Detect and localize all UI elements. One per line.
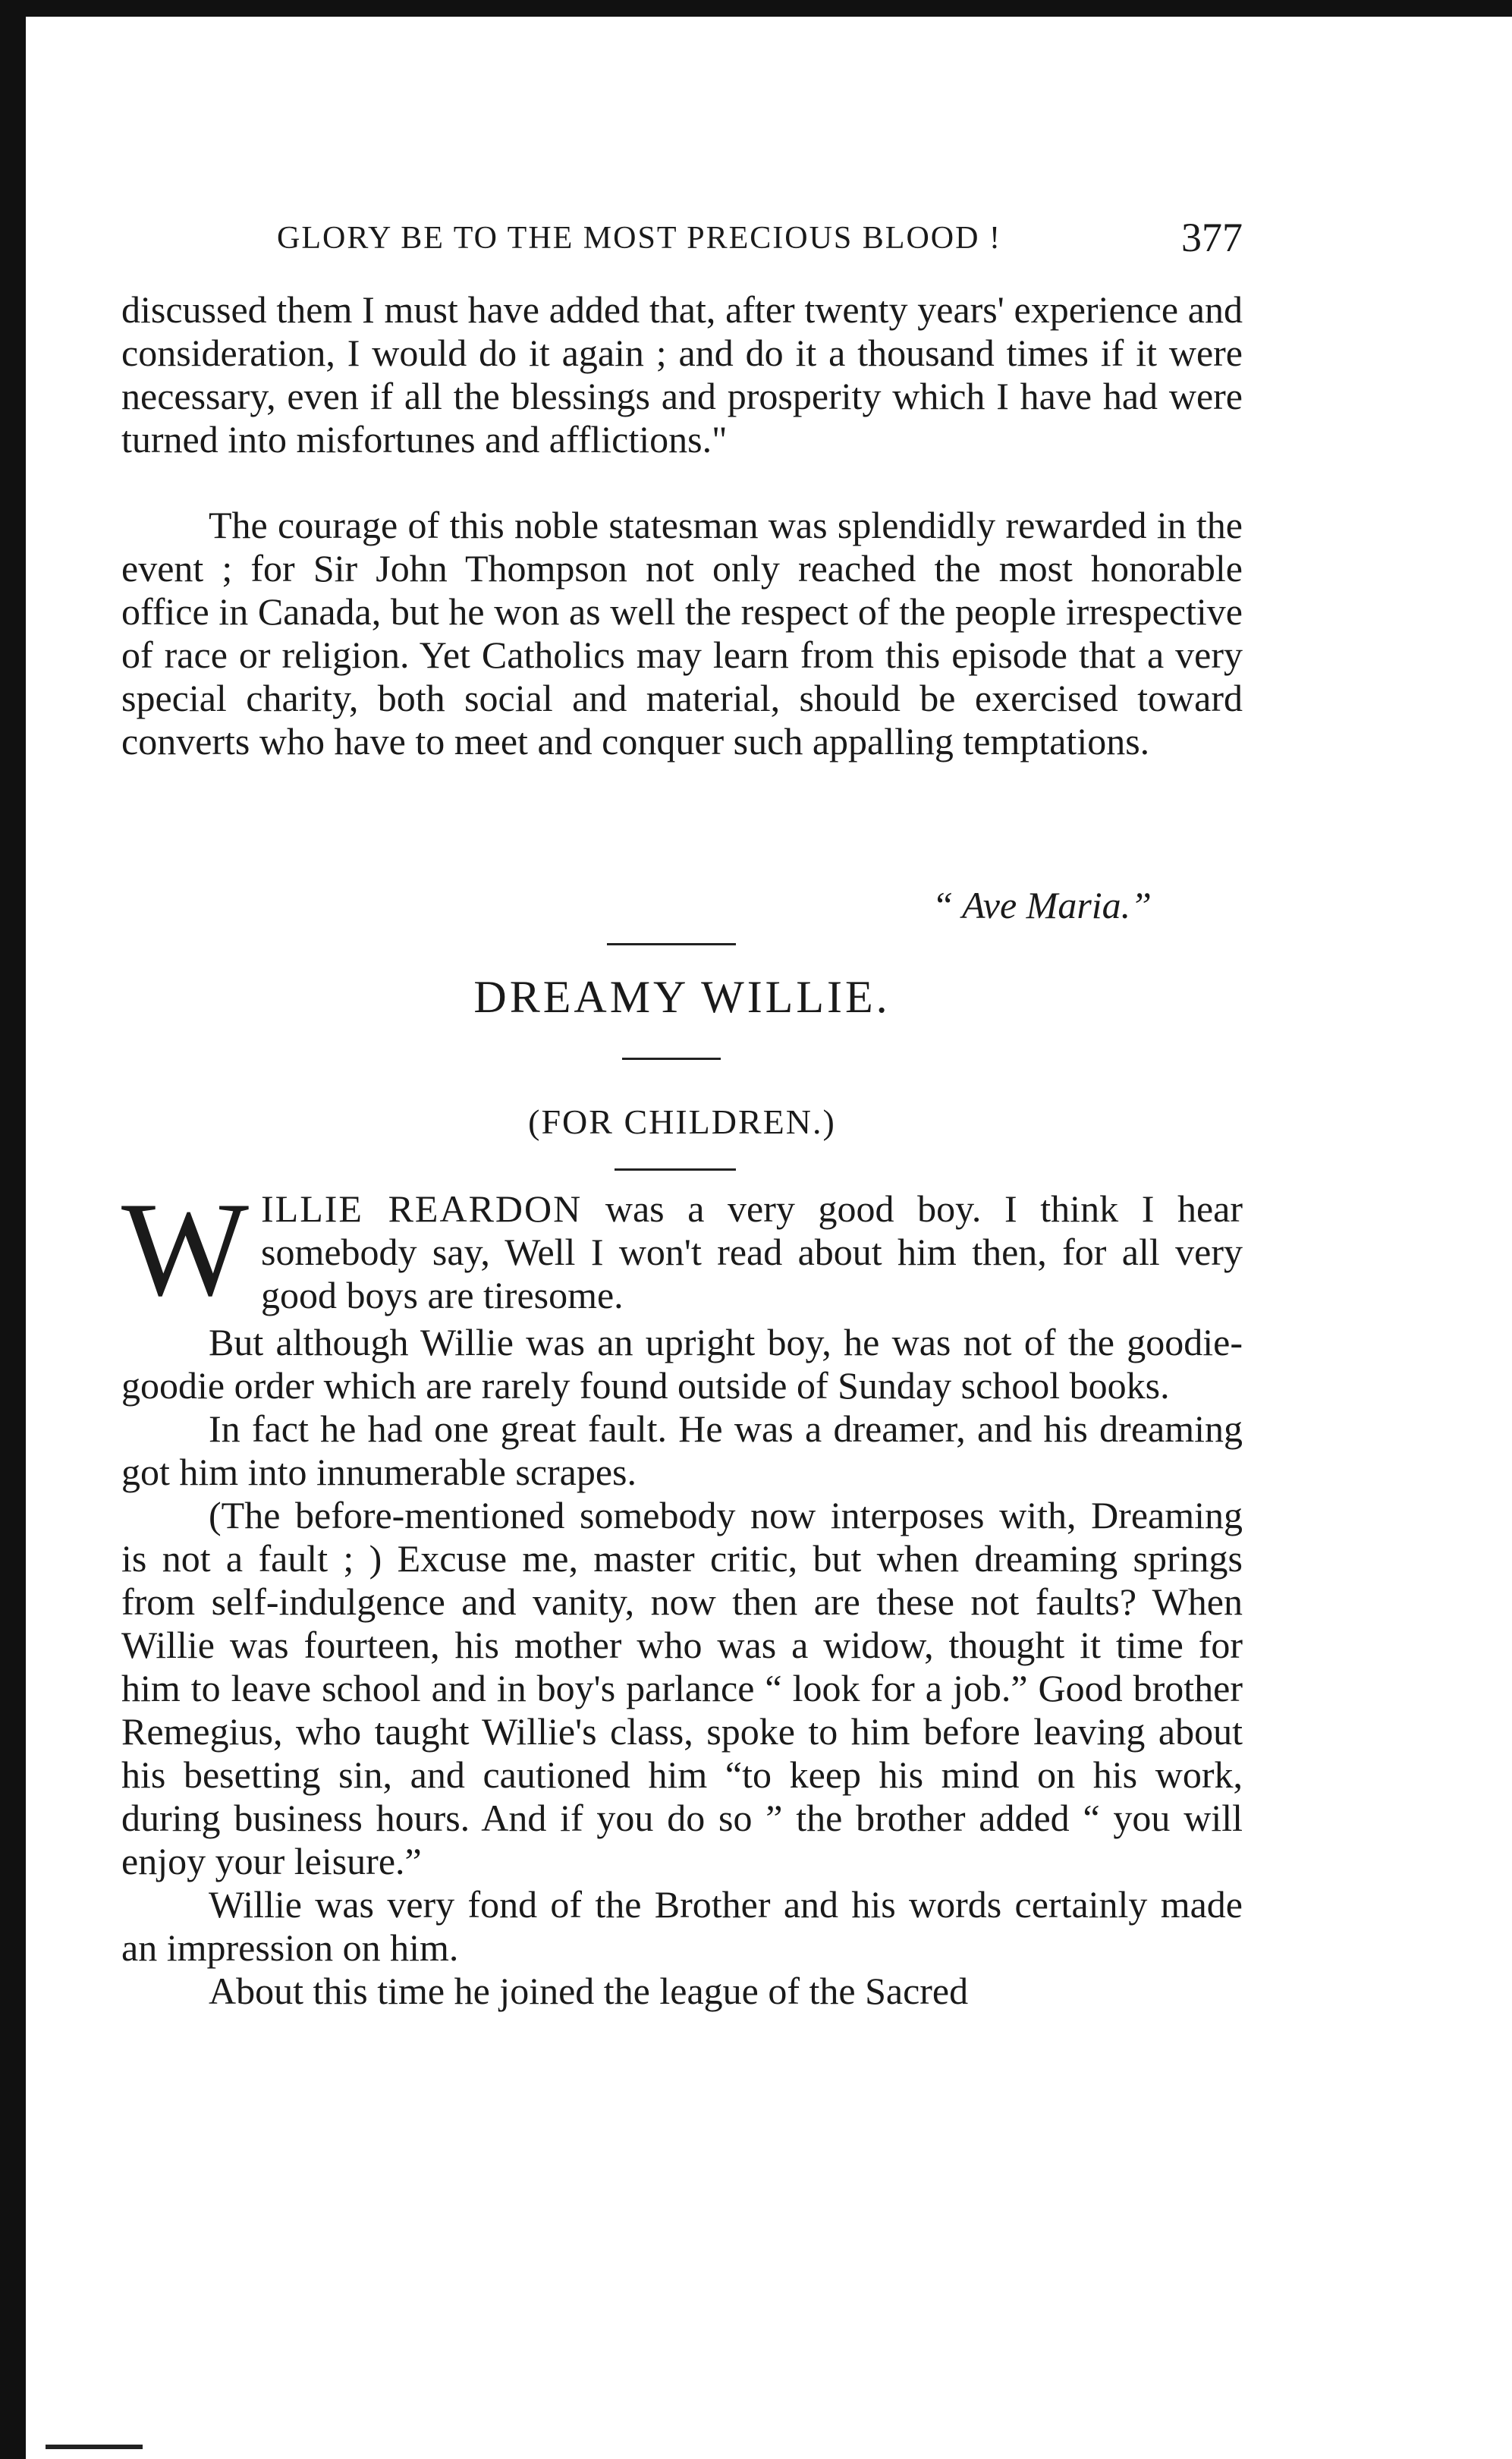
first-paragraph-text xyxy=(121,1174,1243,1324)
running-title: GLORY BE TO THE MOST PRECIOUS BLOOD ! xyxy=(277,221,1001,256)
title-divider xyxy=(622,1058,721,1060)
story-subtitle: (FOR CHILDREN.) xyxy=(528,1102,836,1141)
story-paragraph: But although Willie was an upright boy, he was not of the goodie-goodie order which are rarely found outside of Sunday school books. xyxy=(121,1321,1243,1407)
story-body xyxy=(121,1321,1243,2013)
courage-text xyxy=(121,504,1243,763)
courage-paragraph: The courage of this noble statesman was splendidly rewarded in the event ; for Sir John Thompson not only reached the most honorable office in Canada, but he won as well the respect of the people irrespective of race or religion. Yet Catholics may learn from this episode that a very special charity, both social and material, should be exercised toward converts who have to meet and conquer such appalling temptations. xyxy=(121,504,1243,763)
subtitle-divider xyxy=(615,1168,736,1171)
story-paragraph: (The before-mentioned somebody now interposes with, Dreaming is not a fault ; ) Excuse me, master critic, but when dreaming springs from self-indulgence and vanity, now then are these not faults? When Willie was fourteen, his mother who was a widow, thought it time for him to leave school and in boy's parlance “ look for a job.” Good brother Remegius, who taught Willie's class, spoke to him before leaving about his besetting sin, and cautioned him “to keep his mind on his work, during business hours. And if you do so ” the brother added “ you will enjoy your leisure.” xyxy=(121,1494,1243,1882)
first-words: ILLIE REARDON xyxy=(261,1187,583,1230)
opening-text xyxy=(121,288,1243,461)
scan-border-left xyxy=(0,0,26,2459)
section-divider xyxy=(607,943,736,945)
story-paragraph: Willie was very fond of the Brother and his words certainly made an impression on him. xyxy=(121,1883,1243,1969)
first-paragraph-rest: was a very good boy. I think I hear somebody say, Well I won't read about him then, for all very good boys are tiresome. xyxy=(261,1187,1243,1316)
source-signature: “ Ave Maria.” xyxy=(932,884,1152,926)
story-first-paragraph xyxy=(121,1174,1243,1324)
running-head xyxy=(121,215,1243,266)
story-title: DREAMY WILLIE. xyxy=(473,972,891,1022)
scan-border-top xyxy=(0,0,1512,17)
page-number: 377 xyxy=(1181,215,1243,260)
scan-border-foot xyxy=(46,2445,143,2449)
opening-paragraph: discussed them I must have added that, after twenty years' experience and consideration, I would do it again ; and do it a thousand times if it were necessary, even if all the blessings and prosperity which I have had were turned into misfortunes and afflictions." xyxy=(121,288,1243,461)
story-paragraph: In fact he had one great fault. He was a dreamer, and his dreaming got him into innumerable scrapes. xyxy=(121,1407,1243,1493)
drop-cap: W xyxy=(121,1174,250,1324)
story-paragraph: About this time he joined the league of the Sacred xyxy=(209,1970,969,2012)
